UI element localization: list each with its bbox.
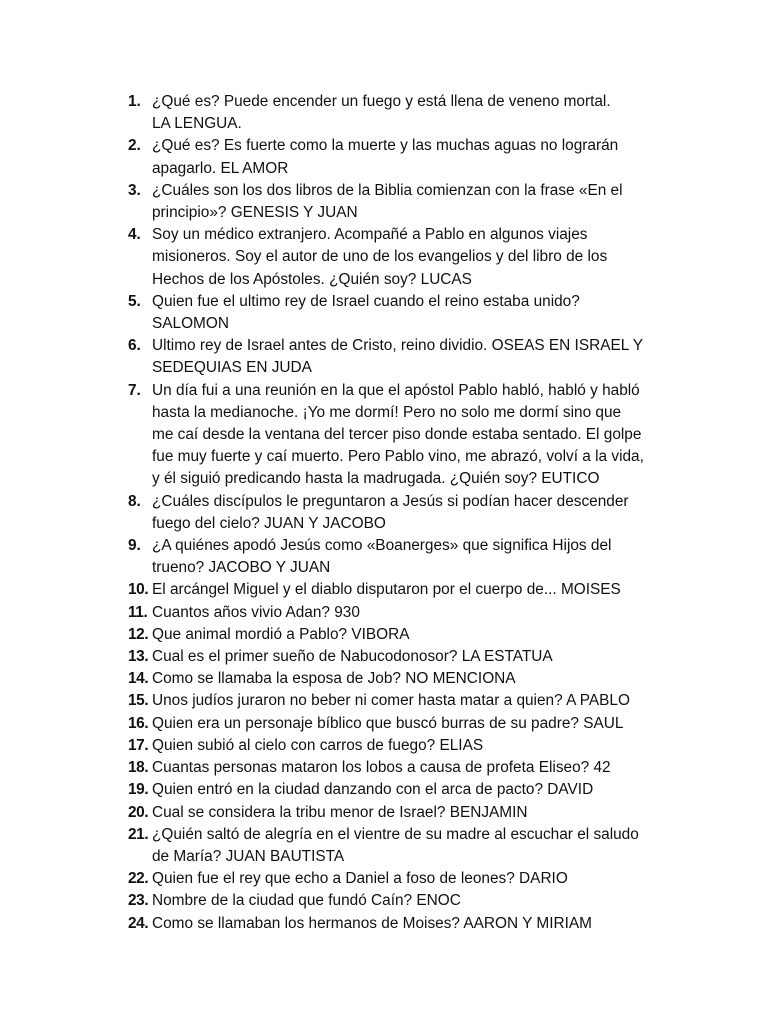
list-item <box>128 802 673 824</box>
item-number: 8. <box>128 492 141 510</box>
item-text: ¿Quién saltó de alegría en el vientre de su madre al escuchar el saludo de María? JUAN BAUTISTA <box>152 825 639 865</box>
item-number: 11. <box>128 603 148 621</box>
list-item <box>128 735 673 757</box>
list-item <box>128 180 673 224</box>
item-number: 6. <box>128 337 141 355</box>
item-text: Unos judíos juraron no beber ni comer hasta matar a quien? A PABLO <box>152 692 630 710</box>
item-text: Quien subió al cielo con carros de fuego? ELIAS <box>152 736 484 754</box>
list-item <box>128 690 673 712</box>
item-number: 16. <box>128 714 149 732</box>
list-item <box>128 135 673 179</box>
item-text: Nombre de la ciudad que fundó Caín? ENOC <box>152 892 461 910</box>
item-text: Quien entró en la ciudad danzando con el arca de pacto? DAVID <box>152 781 594 799</box>
item-number: 10. <box>128 581 149 599</box>
item-number: 12. <box>128 625 149 643</box>
item-text: Como se llamaban los hermanos de Moises? AARON Y MIRIAM <box>152 914 592 932</box>
item-text: ¿Qué es? Es fuerte como la muerte y las muchas aguas no lograrán apagarlo. EL AMOR <box>152 137 619 177</box>
item-number: 4. <box>128 226 141 244</box>
list-item <box>128 868 673 890</box>
item-text: Como se llamaba la esposa de Job? NO MENCIONA <box>152 670 516 688</box>
list-item <box>128 646 673 668</box>
item-number: 9. <box>128 537 141 555</box>
item-text: El arcángel Miguel y el diablo disputaron por el cuerpo de... MOISES <box>152 581 621 599</box>
item-text: Cual es el primer sueño de Nabucodonosor? LA ESTATUA <box>152 648 553 666</box>
item-text: Soy un médico extranjero. Acompañé a Pablo en algunos viajes misioneros. Soy el autor de uno de los evangelios y del libro de los Hechos de los Apóstoles. ¿Quién soy? LUCAS <box>152 226 608 288</box>
list-item <box>128 913 673 935</box>
list-item <box>128 291 673 335</box>
list-item <box>128 602 673 624</box>
list-item <box>128 668 673 690</box>
list-item <box>128 779 673 801</box>
item-text: Cuantas personas mataron los lobos a causa de profeta Eliseo? 42 <box>152 759 611 777</box>
list-item <box>128 624 673 646</box>
item-text: Un día fui a una reunión en la que el apóstol Pablo habló, habló y habló hasta la medianoche. ¡Yo me dormí! Pero no solo me dormí sino que me caí desde la ventana del tercer piso donde estaba sentado. El golpe fue muy fuerte y caí muerto. Pero Pablo vino, me abrazó, volví a la vida, y él siguió predicando hasta la madrugada. ¿Quién soy? EUTICO <box>152 381 644 488</box>
item-number: 18. <box>128 759 149 777</box>
list-item <box>128 757 673 779</box>
item-number: 24. <box>128 914 149 932</box>
item-text: ¿A quiénes apodó Jesús como «Boanerges» que significa Hijos del trueno? JACOBO Y JUAN <box>152 537 612 577</box>
list-item <box>128 491 673 535</box>
item-text: Cual se considera la tribu menor de Israel? BENJAMIN <box>152 803 528 821</box>
item-number: 1. <box>128 93 141 110</box>
item-text: Ultimo rey de Israel antes de Cristo, reino dividio. OSEAS EN ISRAEL Y SEDEQUIAS EN JUDA <box>152 337 643 377</box>
item-number: 13. <box>128 648 149 666</box>
item-text: Cuantos años vivio Adan? 930 <box>152 603 360 621</box>
item-number: 22. <box>128 870 149 888</box>
list-item <box>128 713 673 735</box>
list-item <box>128 91 673 135</box>
list-item <box>128 824 673 868</box>
item-number: 14. <box>128 670 149 688</box>
item-text: ¿Cuáles discípulos le preguntaron a Jesús si podían hacer descender fuego del cielo? JUAN Y JACOBO <box>152 492 629 532</box>
item-text: Quien fue el ultimo rey de Israel cuando el reino estaba unido? SALOMON <box>152 292 580 333</box>
item-number: 2. <box>128 137 141 155</box>
item-number: 19. <box>128 781 149 799</box>
item-number: 17. <box>128 736 149 754</box>
item-number: 7. <box>128 381 141 399</box>
item-text: Quien era un personaje bíblico que buscó burras de su padre? SAUL <box>152 714 624 732</box>
list-item <box>128 335 673 379</box>
item-number: 21. <box>128 825 149 843</box>
item-number: 3. <box>128 181 141 199</box>
list-item <box>128 890 673 912</box>
list-item <box>128 380 673 491</box>
list-item <box>128 535 673 579</box>
item-number: 20. <box>128 803 149 821</box>
item-text: Que animal mordió a Pablo? VIBORA <box>152 625 410 643</box>
item-text: ¿Qué es? Puede encender un fuego y está llena de veneno mortal. LA LENGUA. <box>152 93 611 133</box>
list-item <box>128 224 673 291</box>
item-text: ¿Cuáles son los dos libros de la Biblia comienzan con la frase «En el principio»? GENESIS Y JUAN <box>152 181 623 222</box>
list-item <box>128 579 673 601</box>
question-list <box>128 91 673 935</box>
item-text: Quien fue el rey que echo a Daniel a foso de leones? DARIO <box>152 870 568 888</box>
item-number: 5. <box>128 292 141 310</box>
item-number: 23. <box>128 892 149 910</box>
item-number: 15. <box>128 692 149 710</box>
